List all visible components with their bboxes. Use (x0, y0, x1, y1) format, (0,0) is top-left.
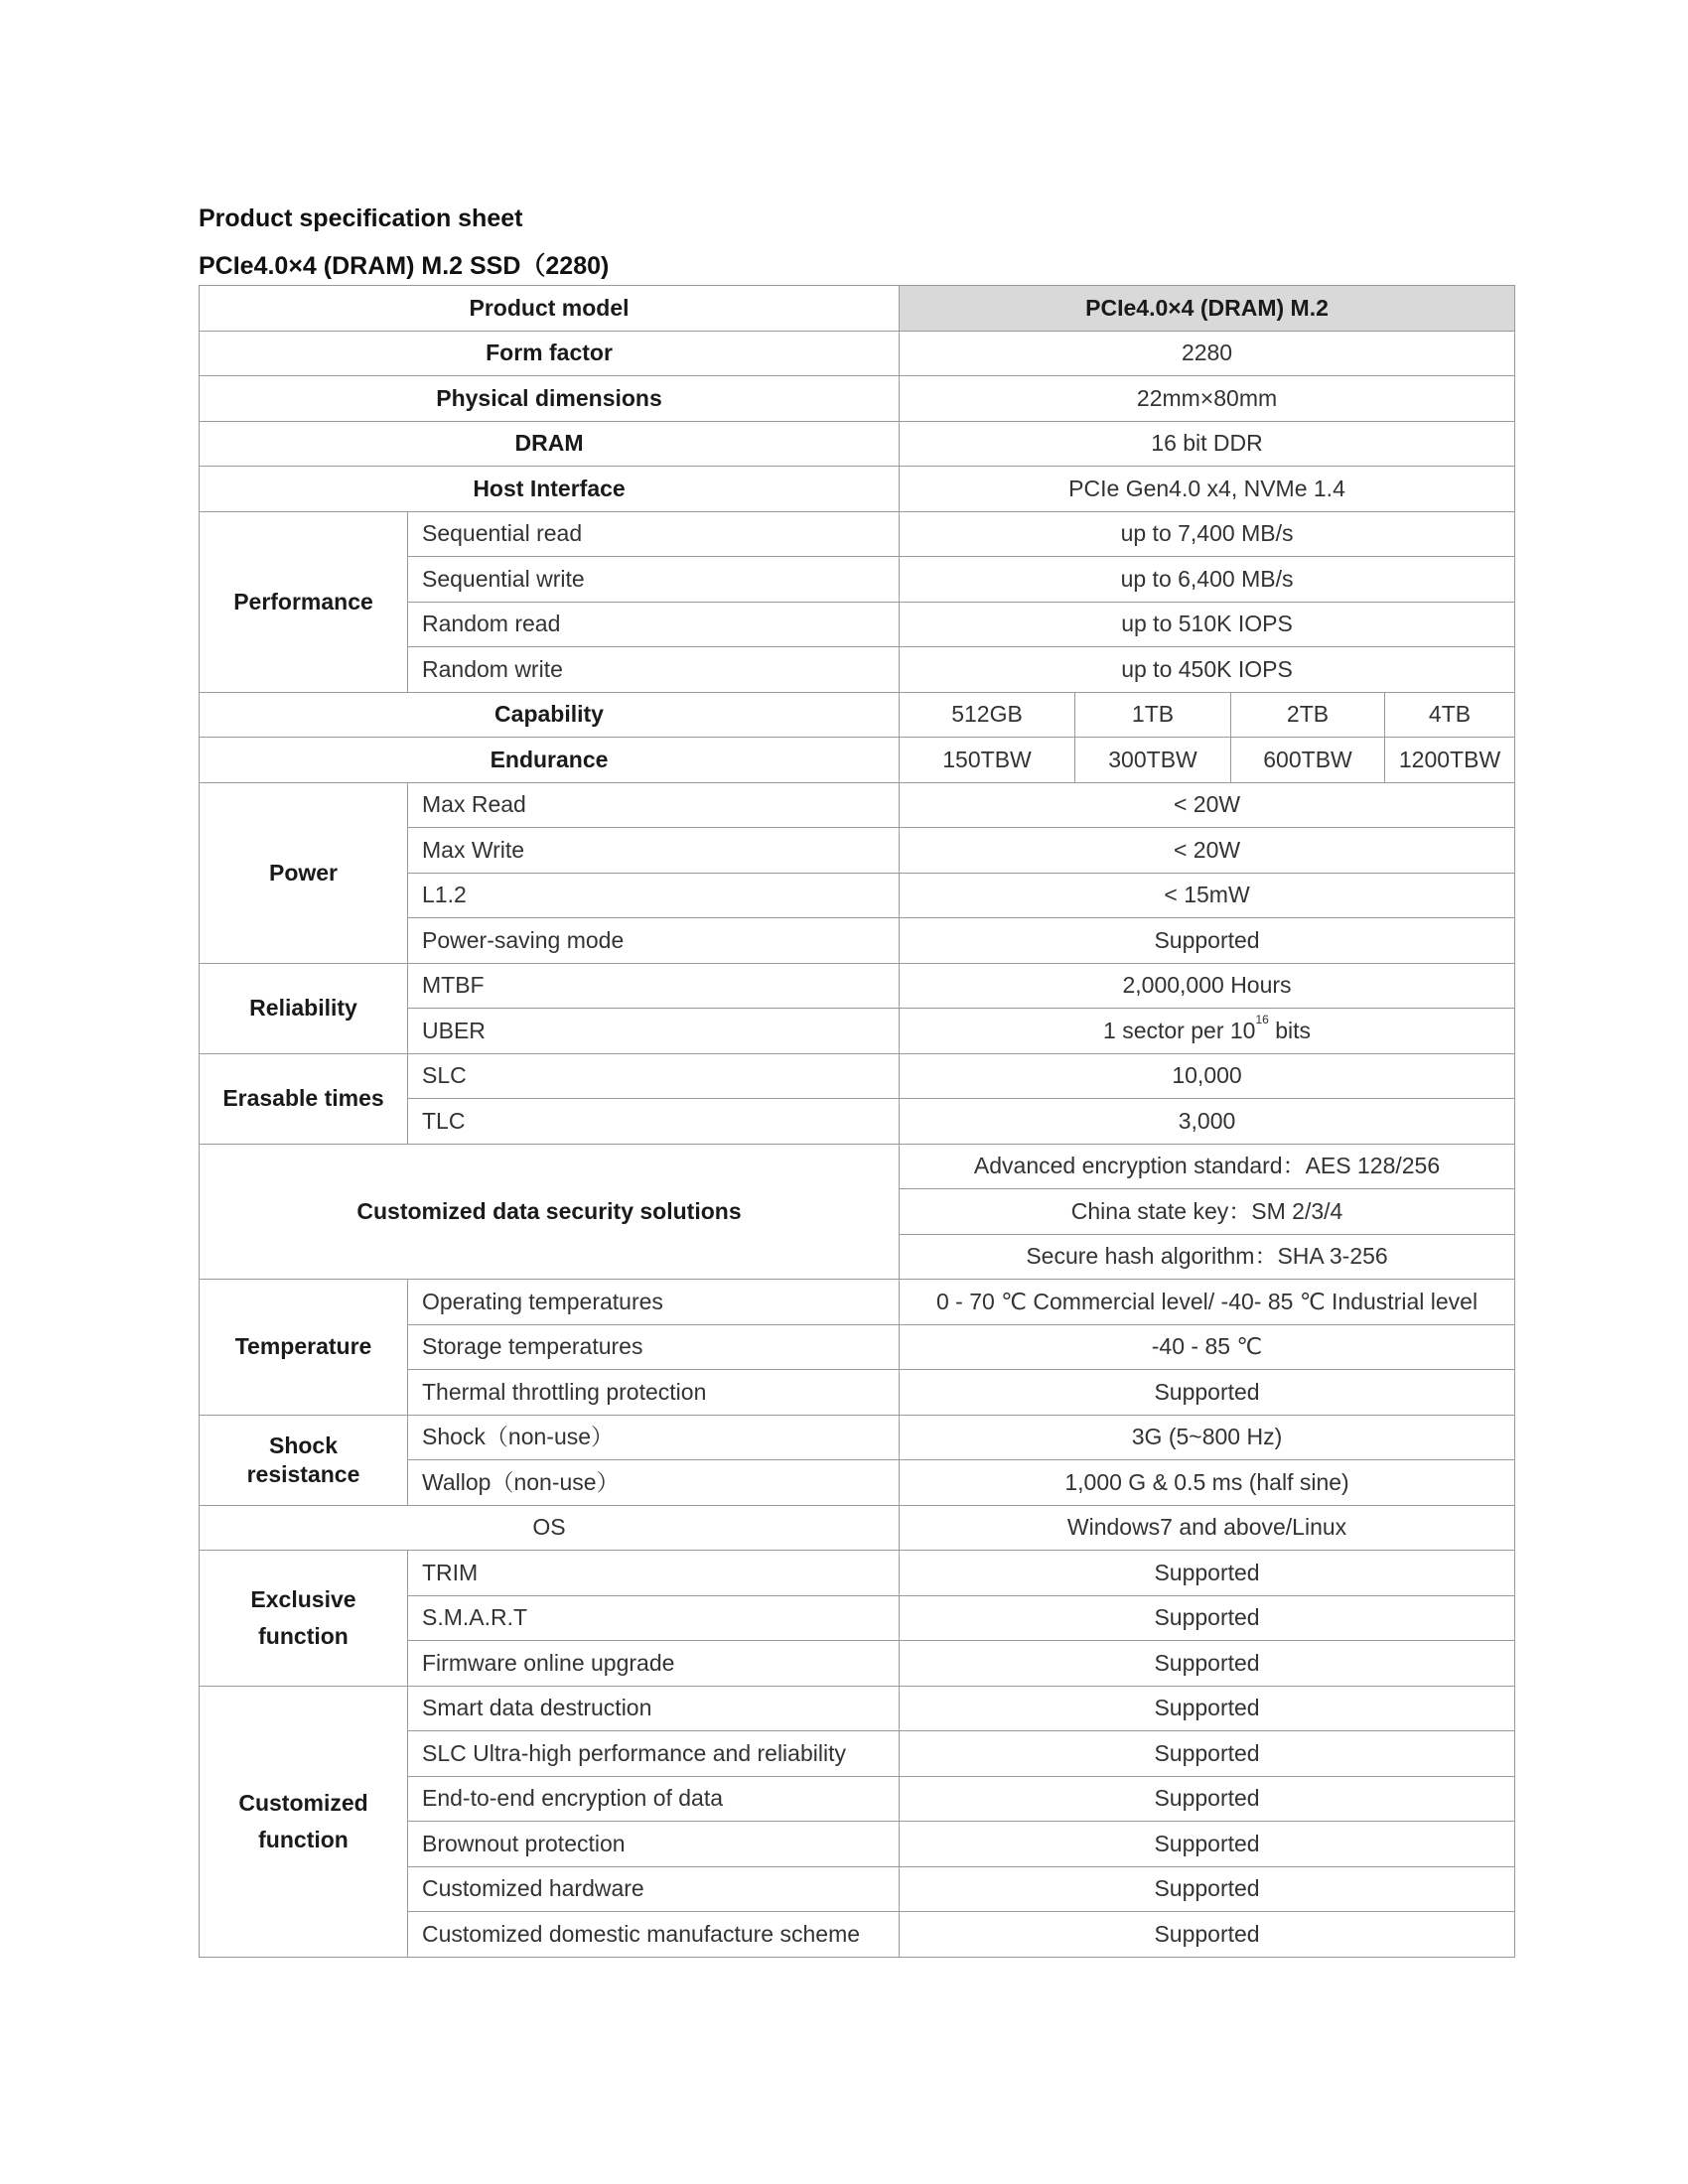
row-value: < 15mW (900, 873, 1515, 918)
performance-group-label: Performance (200, 511, 408, 692)
row-value: Supported (900, 1776, 1515, 1822)
uber-value-suffix: bits (1268, 1017, 1311, 1043)
uber-value-prefix: 1 sector per 10 (1103, 1017, 1256, 1043)
row-value: 10,000 (900, 1053, 1515, 1099)
security-label: Customized data security solutions (200, 1144, 900, 1280)
uber-value (900, 1009, 1515, 1054)
row-label: Customized hardware (408, 1866, 900, 1912)
row-value: Supported (900, 1641, 1515, 1687)
row-label: Smart data destruction (408, 1686, 900, 1731)
row-label: End-to-end encryption of data (408, 1776, 900, 1822)
security-value: China state key：SM 2/3/4 (900, 1189, 1515, 1235)
power-group-label: Power (200, 782, 408, 963)
os-value: Windows7 and above/Linux (900, 1505, 1515, 1551)
security-value: Advanced encryption standard：AES 128/256 (900, 1144, 1515, 1189)
row-value: up to 450K IOPS (900, 647, 1515, 693)
sheet-subtitle: PCIe4.0×4 (DRAM) M.2 SSD（2280) (199, 252, 610, 280)
spec-table (199, 285, 1515, 1958)
form-factor-label: Form factor (200, 331, 900, 376)
row-label: Wallop（non-use） (408, 1460, 900, 1506)
product-model-value: PCIe4.0×4 (DRAM) M.2 (900, 286, 1515, 332)
row-value: up to 510K IOPS (900, 602, 1515, 647)
table-row (200, 1280, 1515, 1325)
capability-value: 4TB (1385, 692, 1515, 738)
row-label: TLC (408, 1099, 900, 1145)
table-row (200, 421, 1515, 467)
endurance-value: 150TBW (900, 738, 1075, 783)
dram-value: 16 bit DDR (900, 421, 1515, 467)
capability-value: 2TB (1231, 692, 1385, 738)
table-row (200, 331, 1515, 376)
table-row (200, 467, 1515, 512)
uber-value-exponent: 16 (1255, 1012, 1269, 1026)
row-value: up to 6,400 MB/s (900, 557, 1515, 603)
row-label: Sequential write (408, 557, 900, 603)
endurance-value: 600TBW (1231, 738, 1385, 783)
row-label: Max Write (408, 828, 900, 874)
table-row (200, 1686, 1515, 1731)
row-value: Supported (900, 1370, 1515, 1416)
temperature-group-label: Temperature (200, 1280, 408, 1416)
row-value: 1,000 G & 0.5 ms (half sine) (900, 1460, 1515, 1506)
row-value: Supported (900, 1866, 1515, 1912)
row-label: SLC Ultra-high performance and reliability (408, 1731, 900, 1777)
row-label: Power-saving mode (408, 918, 900, 964)
exclusive-group-line2: function (258, 1622, 349, 1649)
row-value: < 20W (900, 828, 1515, 874)
row-label: Sequential read (408, 511, 900, 557)
capability-value: 512GB (900, 692, 1075, 738)
sheet-title: Product specification sheet (199, 205, 523, 232)
row-label: Customized domestic manufacture scheme (408, 1912, 900, 1958)
row-value: up to 7,400 MB/s (900, 511, 1515, 557)
row-label: Max Read (408, 782, 900, 828)
endurance-value: 300TBW (1075, 738, 1231, 783)
os-label: OS (200, 1505, 900, 1551)
physical-dimensions-label: Physical dimensions (200, 376, 900, 422)
customized-group-line1: Customized (238, 1789, 368, 1816)
row-label: S.M.A.R.T (408, 1595, 900, 1641)
row-value: Supported (900, 1731, 1515, 1777)
security-value: Secure hash algorithm：SHA 3-256 (900, 1234, 1515, 1280)
erasable-group-label: Erasable times (200, 1053, 408, 1144)
product-model-label: Product model (200, 286, 900, 332)
shock-group-label (200, 1415, 408, 1505)
customized-group-label (200, 1686, 408, 1957)
capability-value: 1TB (1075, 692, 1231, 738)
row-label: SLC (408, 1053, 900, 1099)
table-row (200, 286, 1515, 332)
row-value: Supported (900, 1551, 1515, 1596)
row-label: Firmware online upgrade (408, 1641, 900, 1687)
capability-label: Capability (200, 692, 900, 738)
row-value: < 20W (900, 782, 1515, 828)
row-value: 2,000,000 Hours (900, 963, 1515, 1009)
row-value: 0 - 70 ℃ Commercial level/ -40- 85 ℃ Industrial level (900, 1280, 1515, 1325)
table-row (200, 1053, 1515, 1099)
row-label: Random write (408, 647, 900, 693)
row-label: UBER (408, 1009, 900, 1054)
exclusive-group-label (200, 1551, 408, 1687)
reliability-group-label: Reliability (200, 963, 408, 1053)
table-row (200, 1144, 1515, 1189)
row-label: Random read (408, 602, 900, 647)
table-row (200, 692, 1515, 738)
row-value: Supported (900, 918, 1515, 964)
row-value: Supported (900, 1822, 1515, 1867)
host-interface-label: Host Interface (200, 467, 900, 512)
table-row (200, 1505, 1515, 1551)
table-row (200, 511, 1515, 557)
exclusive-group-line1: Exclusive (250, 1585, 356, 1612)
row-label: Brownout protection (408, 1822, 900, 1867)
host-interface-value: PCIe Gen4.0 x4, NVMe 1.4 (900, 467, 1515, 512)
row-label: Shock（non-use） (408, 1415, 900, 1460)
row-value: Supported (900, 1686, 1515, 1731)
row-label: MTBF (408, 963, 900, 1009)
table-row (200, 963, 1515, 1009)
row-label: L1.2 (408, 873, 900, 918)
form-factor-value: 2280 (900, 331, 1515, 376)
endurance-value: 1200TBW (1385, 738, 1515, 783)
row-label: Thermal throttling protection (408, 1370, 900, 1416)
table-row (200, 782, 1515, 828)
row-label: Storage temperatures (408, 1324, 900, 1370)
endurance-label: Endurance (200, 738, 900, 783)
row-value: Supported (900, 1912, 1515, 1958)
shock-group-line1: Shock (268, 1432, 339, 1458)
dram-label: DRAM (200, 421, 900, 467)
row-value: -40 - 85 ℃ (900, 1324, 1515, 1370)
table-row (200, 1415, 1515, 1460)
shock-group-line2: resistance (246, 1460, 360, 1487)
table-row (200, 376, 1515, 422)
table-row (200, 738, 1515, 783)
row-value: Supported (900, 1595, 1515, 1641)
physical-dimensions-value: 22mm×80mm (900, 376, 1515, 422)
customized-group-line2: function (258, 1826, 349, 1852)
row-label: Operating temperatures (408, 1280, 900, 1325)
row-value: 3G (5~800 Hz) (900, 1415, 1515, 1460)
table-row (200, 1551, 1515, 1596)
row-label: TRIM (408, 1551, 900, 1596)
row-value: 3,000 (900, 1099, 1515, 1145)
